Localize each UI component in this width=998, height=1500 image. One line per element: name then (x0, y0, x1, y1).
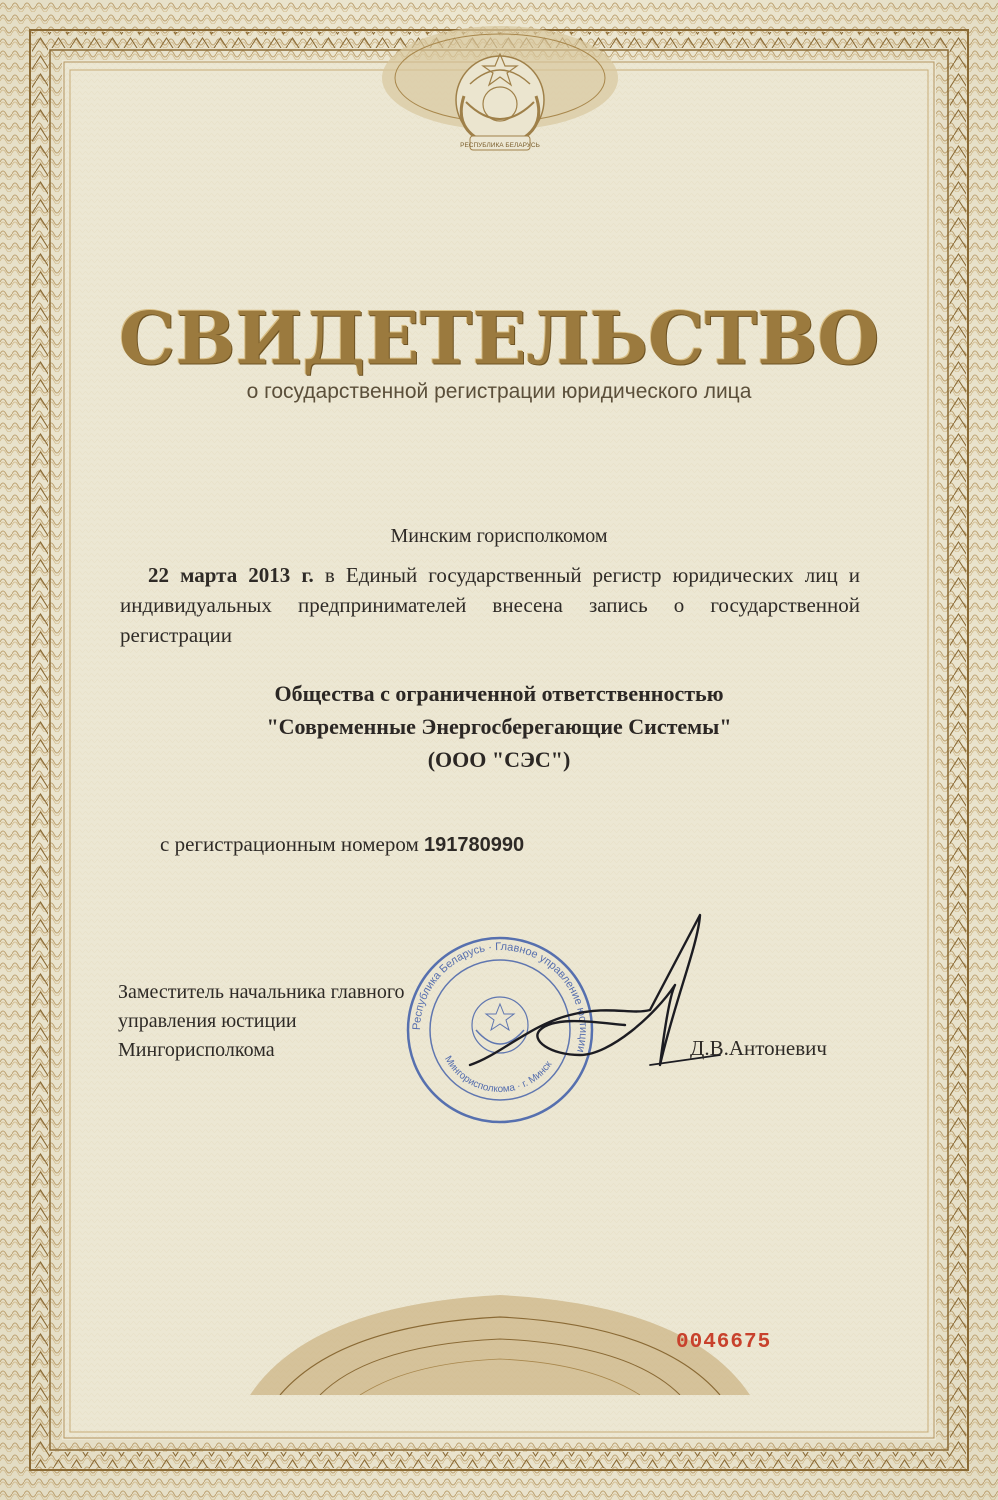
registration-paragraph (120, 560, 860, 650)
signer-title (118, 978, 405, 1065)
reg-number: 191780990 (424, 834, 525, 856)
bottom-ornament (250, 1265, 750, 1395)
registration-number-line (160, 832, 524, 857)
certificate-title: СВИДЕТЕЛЬСТВО (118, 295, 880, 381)
issuer-line: Минским горисполкомом (390, 525, 608, 547)
reg-label: с регистрационным номером (160, 832, 419, 856)
signer-line-3: Мингорисполкома (118, 1039, 275, 1061)
signature-icon (460, 905, 740, 1105)
org-type: Общества с ограниченной ответственностью (274, 681, 724, 706)
signer-line-1: Заместитель начальника главного (118, 981, 405, 1003)
seal-inner-text: Мингорисполкома · г. Минск (442, 1054, 555, 1096)
org-short-name: (ООО "СЭС") (427, 747, 571, 772)
signer-name: Д.В.Антоневич (690, 1036, 827, 1060)
seal-outer-text: Республика Беларусь · Главное управление юстиции (410, 940, 590, 1054)
emblem-ribbon-text: РЕСПУБЛИКА БЕЛАРУСЬ (460, 142, 540, 149)
signer-line-2: управления юстиции (118, 1010, 297, 1032)
serial-number: 0046675 (676, 1331, 772, 1354)
org-full-name: "Современные Энергосберегающие Системы" (266, 714, 732, 739)
registration-date: 22 марта 2013 г. (148, 563, 314, 587)
certificate-subtitle: о государственной регистрации юридического лица (246, 380, 752, 403)
state-emblem-icon (380, 16, 620, 166)
organization-block (0, 677, 998, 776)
entry-text: в Единый государственный регистр юридических лиц и индивидуальных предпринимателей внесена запись о государственной регистрации (120, 563, 860, 647)
